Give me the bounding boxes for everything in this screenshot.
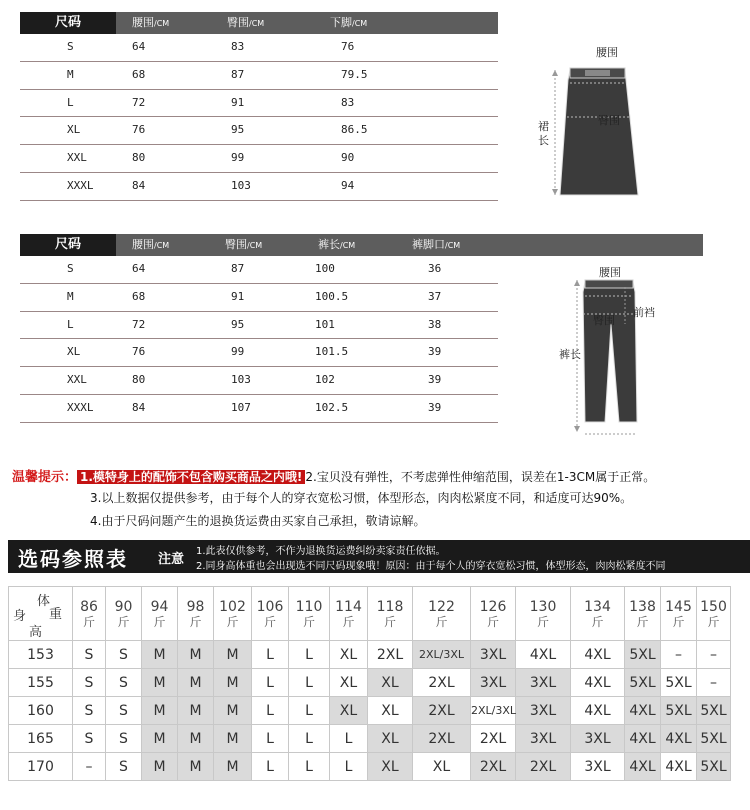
reference-note-label: 注意 [158,552,185,567]
weight-value: 110 [295,598,323,615]
size-cell: XL [330,641,368,669]
weight-header-cell [516,587,571,641]
pants-cell: 64 [132,262,146,275]
pants-cell: XL [67,345,81,359]
size-cell: L [330,753,368,781]
size-cell: 2XL [413,669,471,697]
weight-value: 86 [80,598,98,615]
pants-cell: 39 [428,373,442,387]
size-cell: L [252,669,289,697]
pants-length-label: 裤长 [559,348,581,361]
weight-header-cell [571,587,625,641]
size-cell: 2XL/3XL [413,641,471,669]
pants-cell: 76 [132,345,146,359]
weight-value: 114 [335,598,362,615]
size-cell: – [73,753,106,781]
header-size: 尺码 [20,12,116,34]
size-cell: 5XL [697,753,731,781]
header-waist: 腰围/CM [132,238,170,251]
skirt-cell: 90 [341,151,355,165]
skirt-cell: 86.5 [341,123,368,137]
skirt-row [20,34,498,62]
weight-value: 118 [376,598,404,615]
header-length: 裤长/CM [318,238,356,251]
size-cell: M [214,725,252,753]
weight-value: 122 [428,598,455,615]
size-cell: M [142,641,178,669]
weight-value: 134 [584,598,611,615]
skirt-row [20,117,498,145]
pants-hip-label: 臀围 [593,314,615,327]
pants-cell: 107 [231,400,251,414]
pants-cell: 101.5 [315,345,349,359]
header-hip: 臀围/CM [225,238,263,251]
skirt-cell: 79.5 [341,67,368,81]
pants-cell: 84 [132,400,146,414]
weight-value: 102 [219,598,246,615]
size-cell: 4XL [625,697,661,725]
size-cell: M [142,697,178,725]
weight-header-cell [661,587,697,641]
size-cell: XL [368,669,413,697]
skirt-cell: 68 [132,67,146,81]
pants-row [20,339,498,367]
pants-row [20,256,498,284]
size-cell: L [289,669,330,697]
pants-cell: 36 [428,262,442,275]
pants-cell: 100.5 [315,289,349,303]
weight-value: 126 [479,598,507,615]
weight-value: 130 [529,598,557,615]
tip-elasticity: 2.宝贝没有弹性，不考虑弹性伸缩范围，误差在1-3CM属于正常。 [305,470,656,484]
size-cell: S [106,669,142,697]
size-reference-banner [8,540,750,573]
weight-unit: 斤 [636,614,649,629]
weight-header-cell [697,587,731,641]
size-cell: 4XL [516,641,571,669]
skirt-cell: XXL [67,151,87,165]
size-cell: 2XL [471,753,516,781]
weight-value: 145 [665,598,692,615]
height-row [9,753,731,781]
weight-header-cell [289,587,330,641]
header-size: 尺码 [20,234,116,256]
size-cell: – [697,641,731,669]
weight-unit: 斤 [153,614,166,629]
header-hip: 臀围/CM [227,16,265,29]
size-cell: L [330,725,368,753]
size-cell: S [106,725,142,753]
pants-table-header [20,234,703,256]
skirt-cell: S [67,40,74,53]
size-cell: 4XL [661,753,697,781]
skirt-cell: 103 [231,178,251,192]
weight-header-cell [471,587,516,641]
weight-unit: 斤 [189,614,202,629]
size-cell: S [73,725,106,753]
weight-header-cell [73,587,106,641]
size-cell: – [697,669,731,697]
size-cell: M [214,669,252,697]
skirt-cell: 94 [341,178,355,192]
size-cell: S [73,641,106,669]
weight-unit: 斤 [486,614,499,629]
tips-title: 温馨提示： [12,470,78,485]
skirt-cell: 83 [341,95,355,109]
corner-weight-1: 体 [37,594,51,609]
pants-cell: 101 [315,317,335,331]
size-cell: 5XL [625,641,661,669]
size-cell: M [178,753,214,781]
skirt-row [20,62,498,90]
pants-cell: 103 [231,373,251,387]
size-cell: 5XL [625,669,661,697]
pants-cell: 39 [428,400,442,414]
size-cell: XL [368,697,413,725]
skirt-waist-label: 腰围 [596,46,618,59]
size-cell: 2XL [516,753,571,781]
skirt-cell: 95 [231,123,245,137]
weight-header-cell [368,587,413,641]
weight-header-cell [330,587,368,641]
size-cell: 4XL [571,641,625,669]
size-cell: M [178,697,214,725]
pants-cell: XXXL [67,400,94,414]
weight-unit: 斤 [707,614,720,629]
skirt-cell: 76 [341,40,355,53]
size-cell: – [661,641,697,669]
size-cell: M [214,697,252,725]
weight-value: 150 [700,598,727,615]
skirt-cell: 83 [231,40,245,53]
size-cell: XL [330,697,368,725]
weight-header-cell [625,587,661,641]
pants-cell: 99 [231,345,245,359]
size-cell: 4XL [661,725,697,753]
weight-value: 138 [629,598,656,615]
size-cell: 2XL/3XL [471,697,516,725]
size-cell: L [252,725,289,753]
tip-line-1 [12,466,655,485]
size-cell: L [252,641,289,669]
height-cell: 160 [9,697,73,725]
skirt-cell: M [67,67,74,81]
size-cell: 2XL [471,725,516,753]
size-cell: XL [368,725,413,753]
pants-cell: M [67,289,74,303]
size-cell: L [289,641,330,669]
size-cell: 4XL [571,669,625,697]
tip-accessories-warning: 1.模特身上的配饰不包含购买商品之内哦! [77,470,305,484]
skirt-size-table [20,12,498,201]
skirt-row [20,90,498,118]
corner-cell [9,587,73,641]
size-cell: S [73,669,106,697]
size-cell: L [252,697,289,725]
size-cell: 5XL [697,697,731,725]
height-row [9,669,731,697]
size-cell: XL [368,753,413,781]
header-hem: 下脚/CM [330,16,368,29]
size-cell: XL [330,669,368,697]
size-cell: M [142,725,178,753]
pants-diagram [555,262,675,447]
size-cell: 4XL [625,753,661,781]
size-cell: M [178,669,214,697]
size-cell: M [142,753,178,781]
weight-unit: 斤 [536,614,549,629]
size-cell: 4XL [571,697,625,725]
skirt-hip-label: 臀围 [598,114,620,127]
weight-header-cell [178,587,214,641]
size-cell: 5XL [697,725,731,753]
size-cell: L [289,753,330,781]
corner-height-1: 身 [13,609,27,624]
size-cell: 3XL [571,753,625,781]
weight-header-cell [106,587,142,641]
weight-value: 106 [256,598,284,615]
height-cell: 155 [9,669,73,697]
size-cell: 2XL [413,725,471,753]
size-cell: 2XL [413,697,471,725]
size-cell: L [252,753,289,781]
pants-cell: 100 [315,262,335,275]
skirt-diagram [530,40,650,205]
height-row [9,725,731,753]
weight-header-cell [252,587,289,641]
size-cell: M [178,725,214,753]
skirt-cell: 84 [132,178,146,192]
pants-row [20,284,498,312]
size-cell: L [289,725,330,753]
pants-row [20,395,498,423]
pants-rise-label: 前裆 [633,306,655,319]
size-cell: M [142,669,178,697]
pants-row [20,312,498,340]
size-cell: XL [413,753,471,781]
corner-weight-2: 重 [49,607,63,622]
size-cell: 3XL [516,725,571,753]
size-cell: M [178,641,214,669]
size-cell: S [73,697,106,725]
pants-cell: 72 [132,317,146,331]
skirt-cell: 91 [231,95,245,109]
size-cell: M [214,641,252,669]
pants-row [20,367,498,395]
pants-cell: 39 [428,345,442,359]
pants-cell: 37 [428,289,442,303]
pants-cell: 38 [428,317,442,331]
skirt-cell: 87 [231,67,245,81]
pants-cell: 102.5 [315,400,349,414]
size-cell: S [106,641,142,669]
size-cell: 2XL [368,641,413,669]
skirt-cell: 99 [231,151,245,165]
header-leg-opening: 裤脚口/CM [412,238,461,251]
header-waist: 腰围/CM [132,16,170,29]
size-cell: 3XL [471,641,516,669]
size-cell: 3XL [471,669,516,697]
reference-title: 选码参照表 [18,547,128,571]
weight-unit: 斤 [591,614,604,629]
skirt-length-label-2: 长 [538,134,549,147]
pants-cell: L [67,317,74,331]
tip-return-shipping: 4.由于尺码问题产生的退换货运费由买家自己承担，敬请谅解。 [90,514,426,528]
weight-header-row [9,587,731,641]
size-reference-grid [8,586,731,781]
tip-reference-data: 3.以上数据仅提供参考，由于每个人的穿衣宽松习惯，体型形态，肉肉松紧度不同，和适度可达90%。 [90,491,633,505]
skirt-cell: 76 [132,123,146,137]
height-row [9,697,731,725]
size-cell: S [106,697,142,725]
pants-cell: 91 [231,289,245,303]
weight-value: 90 [114,598,133,615]
height-row [9,641,731,669]
weight-unit: 斤 [383,614,396,629]
weight-unit: 斤 [435,614,448,629]
skirt-cell: 80 [132,151,146,165]
weight-value: 98 [186,598,205,615]
height-cell: 153 [9,641,73,669]
size-cell: M [214,753,252,781]
pants-cell: 87 [231,262,245,275]
pants-cell: S [67,262,74,275]
size-cell: 3XL [516,697,571,725]
size-cell: 4XL [625,725,661,753]
weight-unit: 斤 [302,614,315,629]
skirt-cell: 64 [132,40,146,53]
pants-cell: XXL [67,373,87,387]
skirt-row [20,145,498,173]
height-cell: 170 [9,753,73,781]
pants-waist-label: 腰围 [599,266,621,279]
skirt-length-label-1: 裙 [538,120,549,133]
size-cell: 3XL [516,669,571,697]
skirt-row [20,173,498,201]
weight-header-cell [142,587,178,641]
skirt-cell: L [67,95,74,109]
pants-cell: 80 [132,373,146,387]
pants-cell: 102 [315,373,335,387]
weight-unit: 斤 [117,614,130,629]
size-cell: S [106,753,142,781]
weight-unit: 斤 [226,614,239,629]
skirt-cell: 72 [132,95,146,109]
height-cell: 165 [9,725,73,753]
skirt-cell: XL [67,123,81,137]
weight-header-cell [214,587,252,641]
corner-height-2: 高 [29,625,43,640]
weight-unit: 斤 [672,614,685,629]
size-cell: 3XL [571,725,625,753]
weight-value: 94 [150,598,169,615]
skirt-table-header [20,12,498,34]
skirt-cell: XXXL [67,178,94,192]
size-cell: 5XL [661,669,697,697]
weight-header-cell [413,587,471,641]
pants-cell: 68 [132,289,146,303]
size-cell: 5XL [661,697,697,725]
reference-note-2: 2.同身高体重也会出现选不同尺码现象哦！原因：由于每个人的穿衣宽松习惯，体型形态，肉肉松紧度不同 [196,561,666,572]
weight-unit: 斤 [342,614,355,629]
reference-note-1: 1.此表仅供参考，不作为退换货运费纠纷卖家责任依据。 [196,546,446,557]
weight-unit: 斤 [82,614,95,629]
pants-cell: 95 [231,317,245,331]
weight-unit: 斤 [263,614,276,629]
size-cell: L [289,697,330,725]
